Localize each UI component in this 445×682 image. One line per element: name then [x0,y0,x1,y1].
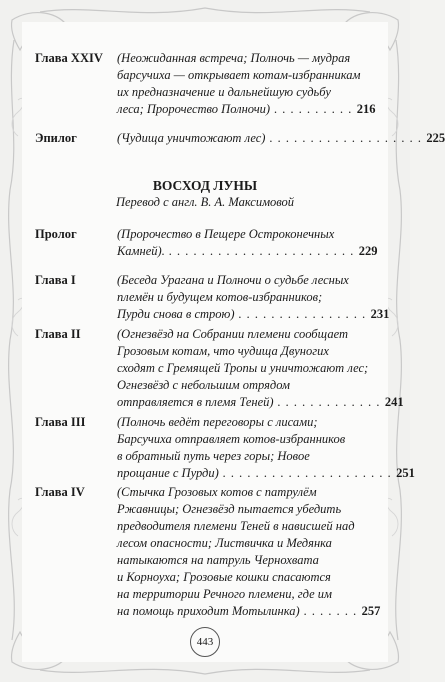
description-line: Ржавницы; Огнезвёзд пытается убедить [117,502,342,516]
description-line-last: на помощь приходит Мотылинка) . . . . . . . 257 [117,604,381,618]
description-line-last: (Чудища уничтожают лес) . . . . . . . . . . . . . . . . . . . 225 [117,131,445,145]
chapter-label: Глава I [35,273,76,287]
page-ref: 225 [426,131,445,145]
page-ref: 257 [361,604,381,618]
page-ref: 216 [356,102,376,116]
description-line: сходят с Гремящей Тропы и уничтожают лес; [117,361,369,375]
description-line-last: Пурди снова в строю) . . . . . . . . . . . . . . . . 231 [117,307,390,321]
description-line: натыкаются на патруль Чернохвата [117,553,319,567]
description-line: и Корноуха; Грозовые кошки спасаются [117,570,331,584]
chapter-description [117,326,404,411]
description-line: (Огнезвёзд на Собрании племени сообщает [117,327,348,341]
chapter-label: Эпилог [35,131,77,145]
chapter-description [117,484,381,620]
description-line: Грозовым котам, что чудища Двуногих [117,344,329,358]
page-ref: 241 [384,395,404,409]
chapter-description [117,226,378,260]
description-line-last: отправляется в племя Теней) . . . . . . . . . . . . . 241 [117,395,404,409]
description-line-last: Камней). . . . . . . . . . . . . . . . . . . . . . . . 229 [117,244,378,258]
description-line: их предназначение и дальнейшую судьбу [117,85,331,99]
page-ref: 229 [358,244,378,258]
chapter-description [117,414,415,482]
description-line: (Беседа Урагана и Полночи о судьбе лесных [117,273,349,287]
description-line: в обратный путь через горы; Новое [117,449,310,463]
description-line: Барсучиха отправляет котов-избранников [117,432,346,446]
chapter-label: Пролог [35,227,77,241]
description-line: (Полночь ведёт переговоры с лисами; [117,415,318,429]
page-ref: 251 [396,466,415,480]
chapter-label: Глава III [35,415,86,429]
description-line: (Неожиданная встреча; Полночь — мудрая [117,51,351,65]
description-line: (Пророчество в Пещере Остроконечных [117,227,335,241]
description-line: предводителя племени Теней в нависшей над [117,519,355,533]
chapter-label: Глава XXIV [35,51,103,65]
description-line: (Стычка Грозовых котов с патрулём [117,485,317,499]
description-line: барсучиха — открывает котам-избранникам [117,68,361,82]
description-line-last: прощание с Пурди) . . . . . . . . . . . . . . . . . . . . . 251 [117,466,415,480]
description-line-last: леса; Пророчество Полночи) . . . . . . . . . . 216 [117,102,376,116]
section-title: ВОСХОД ЛУНЫ [152,178,258,193]
description-line: племён и будущем котов-избранников; [117,290,323,304]
description-line: лесом опасности; Листвичка и Медянка [117,536,332,550]
description-line: Огнезвёзд с небольшим отрядом [117,378,290,392]
chapter-label: Глава IV [35,485,85,499]
chapter-description [117,50,376,118]
chapter-description [117,130,445,147]
page-number: 443 [190,627,220,657]
page-ref: 231 [370,307,390,321]
chapter-label: Глава II [35,327,81,341]
description-line: на территории Речного племени, где им [117,587,333,601]
chapter-description [117,272,390,323]
section-subtitle: Перевод с англ. В. А. Максимовой [115,195,295,209]
